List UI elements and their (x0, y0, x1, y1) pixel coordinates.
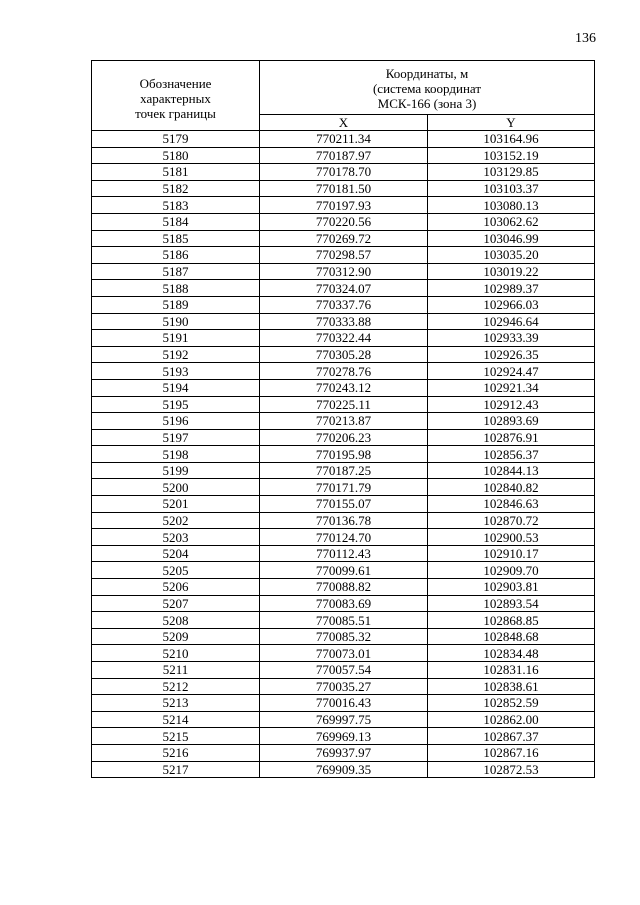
header-row-main (92, 61, 595, 115)
cell-x: 770155.07 (260, 496, 428, 513)
cell-point-id: 5198 (92, 446, 260, 463)
cell-y: 102909.70 (428, 562, 595, 579)
table-row (92, 545, 595, 562)
table-row (92, 595, 595, 612)
cell-x: 770197.93 (260, 197, 428, 214)
cell-y: 102912.43 (428, 396, 595, 413)
cell-point-id: 5184 (92, 213, 260, 230)
cell-x: 770225.11 (260, 396, 428, 413)
cell-x: 770124.70 (260, 529, 428, 546)
cell-point-id: 5194 (92, 379, 260, 396)
header-point-line-3: точек границы (135, 105, 216, 121)
table-row (92, 197, 595, 214)
cell-y: 102840.82 (428, 479, 595, 496)
cell-y: 103062.62 (428, 213, 595, 230)
cell-x: 770035.27 (260, 678, 428, 695)
cell-x: 770187.25 (260, 462, 428, 479)
coordinates-table (91, 60, 595, 778)
cell-point-id: 5203 (92, 529, 260, 546)
table-row (92, 562, 595, 579)
cell-x: 770206.23 (260, 429, 428, 446)
cell-x: 770088.82 (260, 579, 428, 596)
cell-point-id: 5196 (92, 413, 260, 430)
table-row (92, 446, 595, 463)
table-row (92, 147, 595, 164)
cell-point-id: 5200 (92, 479, 260, 496)
cell-point-id: 5199 (92, 462, 260, 479)
table-row (92, 678, 595, 695)
table-row (92, 363, 595, 380)
table-row (92, 462, 595, 479)
cell-y: 102921.34 (428, 379, 595, 396)
header-coordinates (260, 61, 595, 115)
table-row (92, 728, 595, 745)
table-row (92, 180, 595, 197)
cell-point-id: 5179 (92, 131, 260, 148)
table-row (92, 263, 595, 280)
cell-y: 102946.64 (428, 313, 595, 330)
cell-x: 770220.56 (260, 213, 428, 230)
cell-point-id: 5195 (92, 396, 260, 413)
cell-point-id: 5217 (92, 761, 260, 778)
cell-x: 770085.32 (260, 628, 428, 645)
cell-point-id: 5197 (92, 429, 260, 446)
cell-y: 103129.85 (428, 164, 595, 181)
table-row (92, 695, 595, 712)
cell-x: 770057.54 (260, 662, 428, 679)
cell-y: 102893.69 (428, 413, 595, 430)
cell-point-id: 5189 (92, 296, 260, 313)
cell-y: 103035.20 (428, 247, 595, 264)
cell-x: 770016.43 (260, 695, 428, 712)
header-coord-line-1: Координаты, м (385, 66, 469, 82)
cell-x: 770278.76 (260, 363, 428, 380)
cell-y: 102868.85 (428, 612, 595, 629)
cell-y: 102846.63 (428, 496, 595, 513)
cell-x: 770187.97 (260, 147, 428, 164)
table-body (92, 131, 595, 778)
table-row (92, 230, 595, 247)
cell-y: 102893.54 (428, 595, 595, 612)
cell-y: 102900.53 (428, 529, 595, 546)
header-point-designation (92, 61, 260, 131)
cell-y: 102870.72 (428, 512, 595, 529)
table-row (92, 164, 595, 181)
table-row (92, 131, 595, 148)
table-row (92, 330, 595, 347)
cell-y: 102838.61 (428, 678, 595, 695)
cell-x: 770171.79 (260, 479, 428, 496)
header-point-line-2: характерных (140, 90, 211, 106)
cell-y: 102834.48 (428, 645, 595, 662)
header-coord-line-3: МСК-166 (зона 3) (377, 96, 477, 112)
cell-y: 102933.39 (428, 330, 595, 347)
cell-y: 102831.16 (428, 662, 595, 679)
cell-x: 770269.72 (260, 230, 428, 247)
cell-point-id: 5202 (92, 512, 260, 529)
table-row (92, 761, 595, 778)
cell-x: 770083.69 (260, 595, 428, 612)
cell-point-id: 5180 (92, 147, 260, 164)
cell-point-id: 5214 (92, 711, 260, 728)
cell-x: 770112.43 (260, 545, 428, 562)
cell-x: 770298.57 (260, 247, 428, 264)
cell-point-id: 5216 (92, 744, 260, 761)
table-row (92, 744, 595, 761)
cell-point-id: 5183 (92, 197, 260, 214)
table-row (92, 413, 595, 430)
cell-point-id: 5188 (92, 280, 260, 297)
table-row (92, 429, 595, 446)
cell-point-id: 5201 (92, 496, 260, 513)
cell-point-id: 5185 (92, 230, 260, 247)
cell-point-id: 5208 (92, 612, 260, 629)
cell-point-id: 5207 (92, 595, 260, 612)
cell-y: 102926.35 (428, 346, 595, 363)
cell-point-id: 5192 (92, 346, 260, 363)
table-row (92, 479, 595, 496)
cell-x: 770073.01 (260, 645, 428, 662)
page-number: 136 (575, 31, 596, 46)
cell-x: 770243.12 (260, 379, 428, 396)
cell-point-id: 5187 (92, 263, 260, 280)
cell-x: 770211.34 (260, 131, 428, 148)
cell-y: 102848.68 (428, 628, 595, 645)
cell-y: 102867.16 (428, 744, 595, 761)
table-row (92, 280, 595, 297)
table-row (92, 529, 595, 546)
cell-y: 103080.13 (428, 197, 595, 214)
table-header (92, 61, 595, 131)
cell-y: 102856.37 (428, 446, 595, 463)
header-y: Y (428, 115, 595, 131)
cell-point-id: 5204 (92, 545, 260, 562)
table-row (92, 496, 595, 513)
cell-x: 770181.50 (260, 180, 428, 197)
cell-x: 769909.35 (260, 761, 428, 778)
cell-y: 102989.37 (428, 280, 595, 297)
header-x: X (260, 115, 428, 131)
cell-y: 103046.99 (428, 230, 595, 247)
cell-point-id: 5186 (92, 247, 260, 264)
cell-y: 102844.13 (428, 462, 595, 479)
cell-x: 769937.97 (260, 744, 428, 761)
cell-x: 770178.70 (260, 164, 428, 181)
cell-point-id: 5191 (92, 330, 260, 347)
table-row (92, 247, 595, 264)
cell-point-id: 5206 (92, 579, 260, 596)
table-row (92, 346, 595, 363)
cell-x: 770085.51 (260, 612, 428, 629)
cell-point-id: 5213 (92, 695, 260, 712)
cell-y: 102872.53 (428, 761, 595, 778)
cell-y: 102852.59 (428, 695, 595, 712)
cell-x: 770195.98 (260, 446, 428, 463)
cell-y: 102966.03 (428, 296, 595, 313)
cell-x: 770337.76 (260, 296, 428, 313)
cell-y: 103019.22 (428, 263, 595, 280)
cell-y: 102862.00 (428, 711, 595, 728)
cell-y: 102910.17 (428, 545, 595, 562)
cell-point-id: 5190 (92, 313, 260, 330)
cell-y: 102876.91 (428, 429, 595, 446)
cell-x: 769997.75 (260, 711, 428, 728)
cell-point-id: 5209 (92, 628, 260, 645)
table-row (92, 396, 595, 413)
cell-x: 770213.87 (260, 413, 428, 430)
table-row (92, 628, 595, 645)
cell-y: 102903.81 (428, 579, 595, 596)
cell-x: 770305.28 (260, 346, 428, 363)
cell-point-id: 5215 (92, 728, 260, 745)
cell-point-id: 5182 (92, 180, 260, 197)
cell-y: 102867.37 (428, 728, 595, 745)
cell-point-id: 5181 (92, 164, 260, 181)
cell-x: 770322.44 (260, 330, 428, 347)
cell-x: 770099.61 (260, 562, 428, 579)
cell-point-id: 5205 (92, 562, 260, 579)
table-row (92, 579, 595, 596)
cell-y: 102924.47 (428, 363, 595, 380)
table-row (92, 313, 595, 330)
cell-y: 103164.96 (428, 131, 595, 148)
cell-y: 103103.37 (428, 180, 595, 197)
table-row (92, 512, 595, 529)
cell-point-id: 5211 (92, 662, 260, 679)
table-row (92, 711, 595, 728)
table-row (92, 213, 595, 230)
cell-y: 103152.19 (428, 147, 595, 164)
cell-point-id: 5212 (92, 678, 260, 695)
header-point-line-1: Обозначение (139, 75, 212, 91)
cell-x: 770333.88 (260, 313, 428, 330)
table-row (92, 379, 595, 396)
table-row (92, 662, 595, 679)
table-row (92, 645, 595, 662)
table-row (92, 612, 595, 629)
header-coord-line-2: (система координат (372, 81, 482, 97)
cell-x: 769969.13 (260, 728, 428, 745)
cell-x: 770312.90 (260, 263, 428, 280)
cell-point-id: 5193 (92, 363, 260, 380)
table-row (92, 296, 595, 313)
cell-x: 770136.78 (260, 512, 428, 529)
cell-point-id: 5210 (92, 645, 260, 662)
cell-x: 770324.07 (260, 280, 428, 297)
